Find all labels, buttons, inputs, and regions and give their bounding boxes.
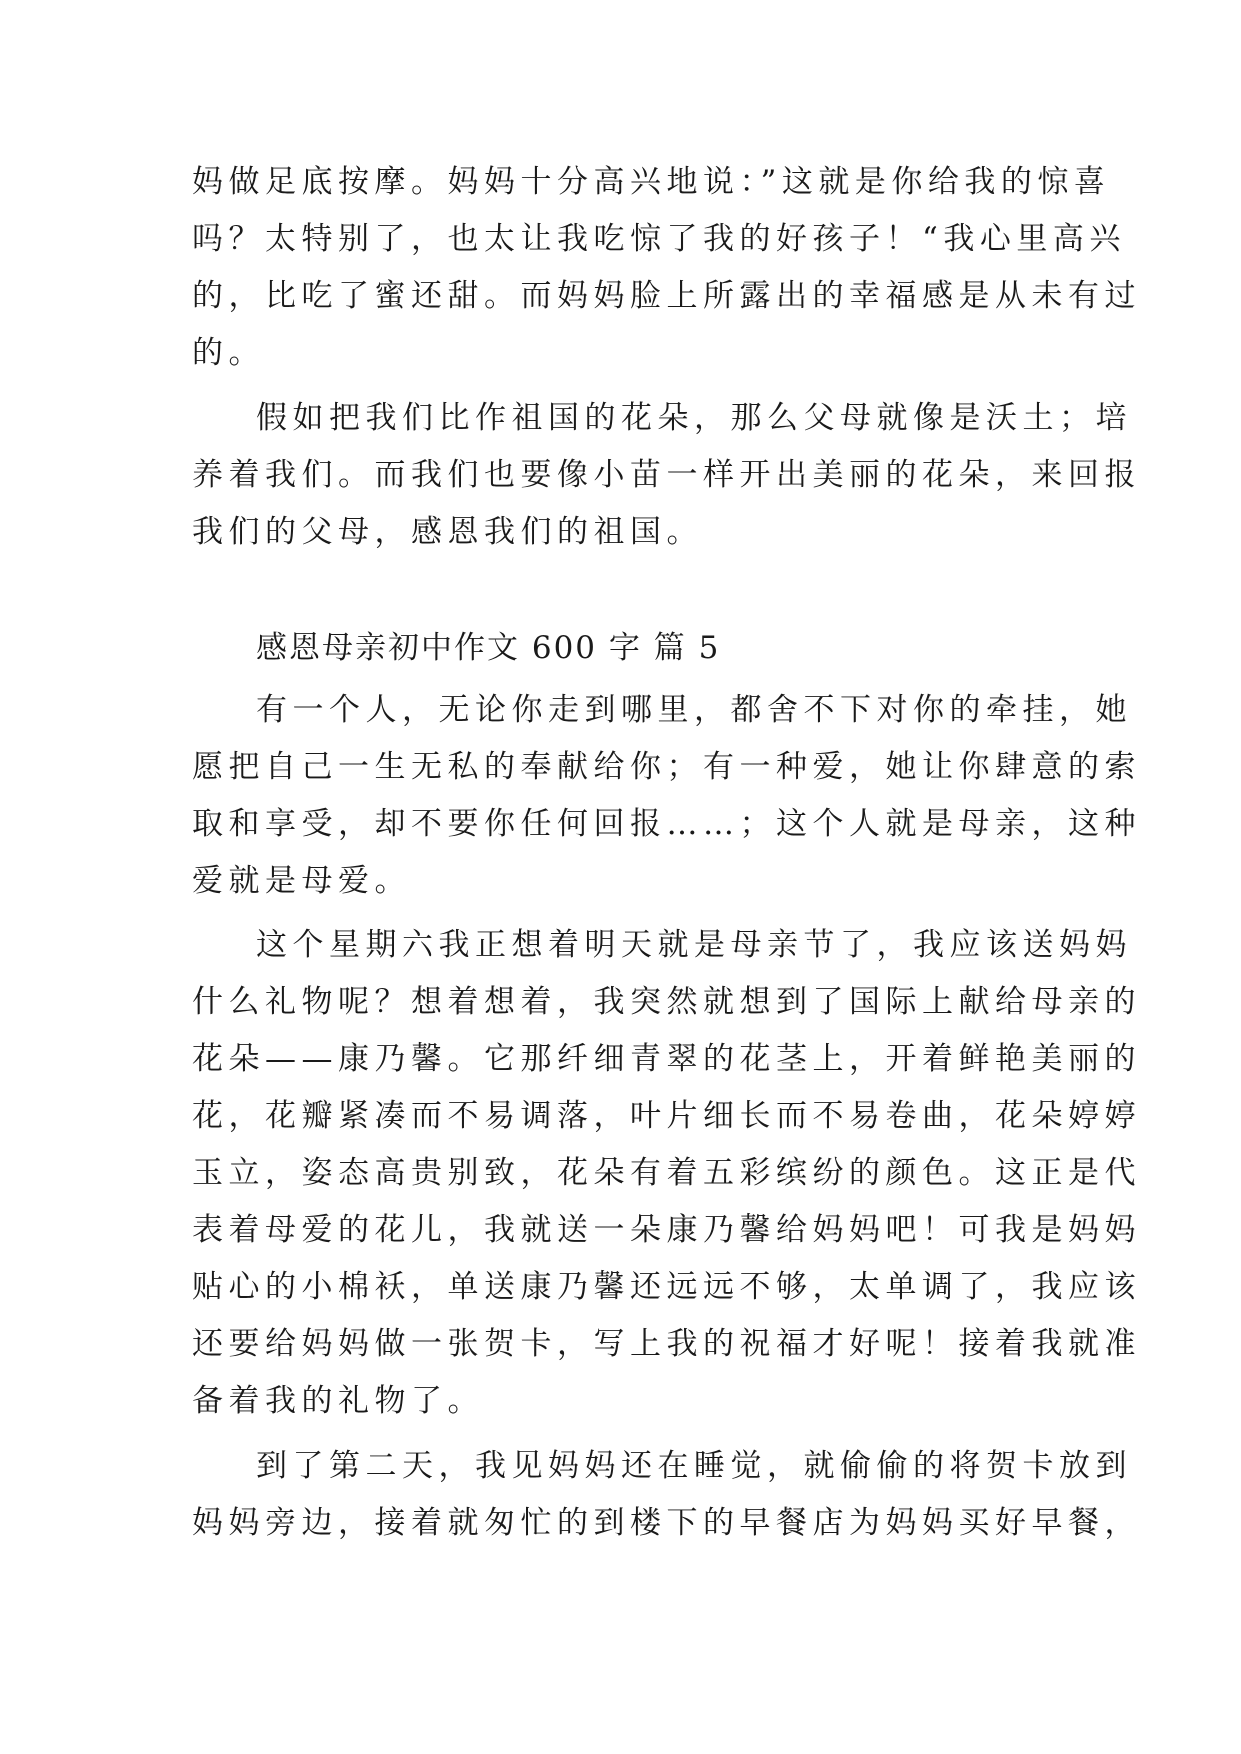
section-heading: 感恩母亲初中作文 600 字 篇 5 xyxy=(256,630,721,666)
text-line: 妈做足底按摩。妈妈十分高兴地说：”这就是你给我的惊喜 xyxy=(192,164,1111,200)
text-line: 花，花瓣紧凑而不易调落，叶片细长而不易卷曲，花朵婷婷 xyxy=(192,1098,1141,1134)
text-line: 愿把自己一生无私的奉献给你；有一种爱，她让你肆意的索 xyxy=(192,749,1141,785)
text-line: 我们的父母，感恩我们的祖国。 xyxy=(192,514,703,550)
text-line: 花朵——康乃馨。它那纤细青翠的花茎上，开着鲜艳美丽的 xyxy=(192,1041,1141,1077)
text-line: 这个星期六我正想着明天就是母亲节了，我应该送妈妈 xyxy=(256,927,1132,963)
text-line: 爱就是母爱。 xyxy=(192,863,411,899)
text-line: 到了第二天，我见妈妈还在睡觉，就偷偷的将贺卡放到 xyxy=(256,1448,1132,1484)
text-line: 表着母爱的花儿，我就送一朵康乃馨给妈妈吧！可我是妈妈 xyxy=(192,1212,1141,1248)
text-line: 什么礼物呢？想着想着，我突然就想到了国际上献给母亲的 xyxy=(192,984,1141,1020)
text-line: 假如把我们比作祖国的花朵，那么父母就像是沃土；培 xyxy=(256,400,1132,436)
text-line: 妈妈旁边，接着就匆忙的到楼下的早餐店为妈妈买好早餐， xyxy=(192,1505,1141,1541)
text-line: 贴心的小棉袄，单送康乃馨还远远不够，太单调了，我应该 xyxy=(192,1269,1141,1305)
text-line: 吗？太特别了，也太让我吃惊了我的好孩子！“我心里高兴 xyxy=(192,221,1126,257)
text-line: 备着我的礼物了。 xyxy=(192,1383,484,1419)
text-line: 的。 xyxy=(192,335,265,371)
text-line: 玉立，姿态高贵别致，花朵有着五彩缤纷的颜色。这正是代 xyxy=(192,1155,1141,1191)
text-line: 还要给妈妈做一张贺卡，写上我的祝福才好呢！接着我就准 xyxy=(192,1326,1141,1362)
text-line: 养着我们。而我们也要像小苗一样开出美丽的花朵，来回报 xyxy=(192,457,1141,493)
text-line: 有一个人，无论你走到哪里，都舍不下对你的牵挂，她 xyxy=(256,692,1132,728)
text-line: 的，比吃了蜜还甜。而妈妈脸上所露出的幸福感是从未有过 xyxy=(192,278,1141,314)
text-line: 取和享受，却不要你任何回报……；这个人就是母亲，这种 xyxy=(192,806,1141,842)
